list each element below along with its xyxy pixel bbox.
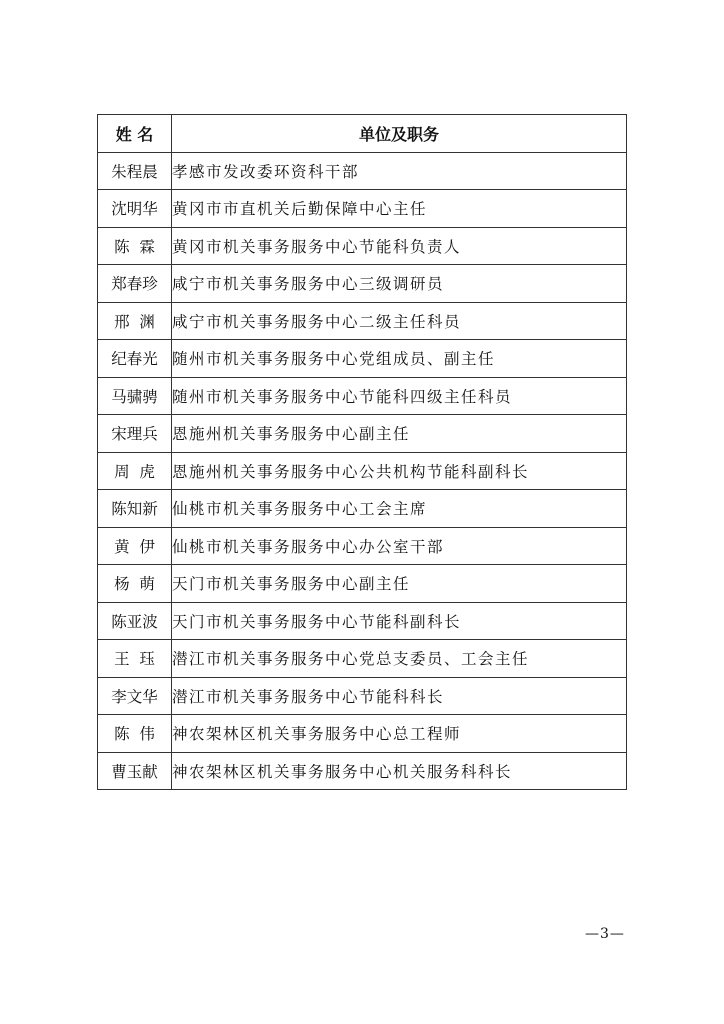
person-name-cell: 李文华: [98, 677, 172, 715]
table-row: [98, 490, 627, 528]
person-name-cell: 马骕骋: [98, 377, 172, 415]
column-header-post: 单位及职务: [172, 115, 627, 153]
unit-position-cell: 神农架林区机关事务服务中心机关服务科科长: [172, 752, 627, 790]
unit-position-cell: 恩施州机关事务服务中心副主任: [172, 415, 627, 453]
person-name-cell: 周 虎: [98, 452, 172, 490]
unit-position-cell: 仙桃市机关事务服务中心办公室干部: [172, 527, 627, 565]
unit-position-cell: 随州市机关事务服务中心党组成员、副主任: [172, 340, 627, 378]
unit-position-cell: 仙桃市机关事务服务中心工会主席: [172, 490, 627, 528]
unit-position-cell: 黄冈市市直机关后勤保障中心主任: [172, 190, 627, 228]
person-name-cell: 宋理兵: [98, 415, 172, 453]
unit-position-cell: 恩施州机关事务服务中心公共机构节能科副科长: [172, 452, 627, 490]
person-name-cell: 朱程晨: [98, 152, 172, 190]
unit-position-cell: 咸宁市机关事务服务中心二级主任科员: [172, 302, 627, 340]
unit-position-cell: 咸宁市机关事务服务中心三级调研员: [172, 265, 627, 303]
unit-position-cell: 潜江市机关事务服务中心节能科科长: [172, 677, 627, 715]
table-row: [98, 677, 627, 715]
person-name-cell: 杨 萌: [98, 565, 172, 603]
person-name-cell: 王 珏: [98, 640, 172, 678]
table-row: [98, 152, 627, 190]
table-row: [98, 527, 627, 565]
person-name-cell: 黄 伊: [98, 527, 172, 565]
table-row: [98, 340, 627, 378]
table-row: [98, 265, 627, 303]
unit-position-cell: 孝感市发改委环资科干部: [172, 152, 627, 190]
person-name-cell: 沈明华: [98, 190, 172, 228]
table-header-row: [98, 115, 627, 153]
page-number: —3—: [585, 926, 625, 942]
person-name-cell: 陈 霖: [98, 227, 172, 265]
person-name-cell: 郑春珍: [98, 265, 172, 303]
table-row: [98, 302, 627, 340]
unit-position-cell: 随州市机关事务服务中心节能科四级主任科员: [172, 377, 627, 415]
unit-position-cell: 黄冈市机关事务服务中心节能科负责人: [172, 227, 627, 265]
table-row: [98, 415, 627, 453]
person-name-cell: 邢 渊: [98, 302, 172, 340]
personnel-table: [97, 114, 627, 790]
unit-position-cell: 天门市机关事务服务中心节能科副科长: [172, 602, 627, 640]
person-name-cell: 曹玉献: [98, 752, 172, 790]
table-body: [98, 152, 627, 790]
table-row: [98, 227, 627, 265]
unit-position-cell: 潜江市机关事务服务中心党总支委员、工会主任: [172, 640, 627, 678]
unit-position-cell: 神农架林区机关事务服务中心总工程师: [172, 715, 627, 753]
table-row: [98, 190, 627, 228]
person-name-cell: 陈亚波: [98, 602, 172, 640]
table-row: [98, 377, 627, 415]
unit-position-cell: 天门市机关事务服务中心副主任: [172, 565, 627, 603]
table-row: [98, 565, 627, 603]
table-row: [98, 640, 627, 678]
table-row: [98, 752, 627, 790]
table-row: [98, 602, 627, 640]
person-name-cell: 陈 伟: [98, 715, 172, 753]
person-name-cell: 纪春光: [98, 340, 172, 378]
table-row: [98, 452, 627, 490]
table-row: [98, 715, 627, 753]
person-name-cell: 陈知新: [98, 490, 172, 528]
column-header-name: 姓 名: [98, 115, 172, 153]
